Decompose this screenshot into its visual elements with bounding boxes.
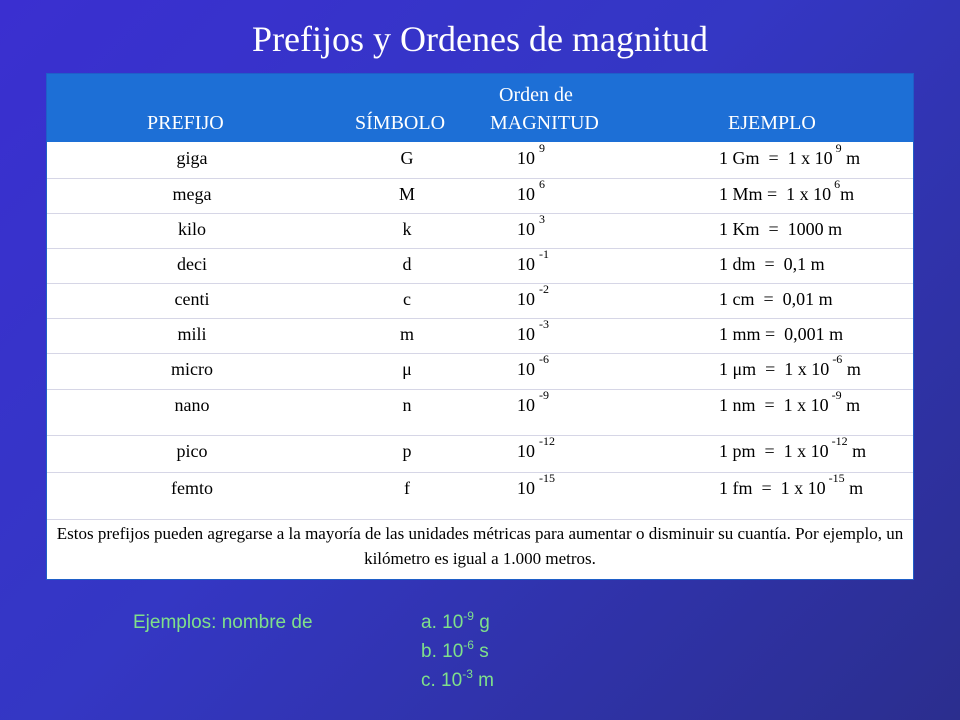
orden-base: 10 xyxy=(517,395,535,415)
orden-exponent: -3 xyxy=(539,317,549,331)
ejemplo-text: 1 fm = 1 x 10 xyxy=(719,478,826,498)
ejemplo-exponent: -15 xyxy=(828,471,845,485)
cell-orden xyxy=(517,177,545,205)
orden-exponent: 6 xyxy=(539,177,545,191)
orden-exponent: -6 xyxy=(539,352,549,366)
cell-simbolo: f xyxy=(404,478,410,498)
cell-ejemplo xyxy=(719,434,867,462)
example-exponent: -9 xyxy=(463,609,474,623)
cell-ejemplo xyxy=(719,324,843,345)
orden-exponent: -2 xyxy=(539,282,549,296)
ejemplo-text: 1 cm = 0,01 m xyxy=(719,289,833,309)
example-item xyxy=(421,609,490,634)
table-header xyxy=(47,74,913,142)
cell-prefijo: micro xyxy=(171,359,213,379)
example-unit: m xyxy=(472,670,494,691)
cell-orden xyxy=(517,212,545,240)
header-orden-line2: MAGNITUD xyxy=(490,112,599,134)
table-row xyxy=(47,283,913,319)
cell-prefijo: kilo xyxy=(177,219,206,239)
cell-simbolo: G xyxy=(400,148,414,168)
example-base: a. 10 xyxy=(421,612,464,633)
ejemplo-text: 1 Gm = 1 x 10 xyxy=(719,148,833,168)
table-row xyxy=(47,318,913,354)
cell-simbolo: μ xyxy=(402,359,412,379)
cell-prefijo: femto xyxy=(171,478,213,498)
cell-orden xyxy=(517,434,555,462)
ejemplo-unit: m xyxy=(847,441,867,461)
orden-base: 10 xyxy=(517,254,535,274)
cell-simbolo: d xyxy=(402,254,412,274)
ejemplo-text: 1 pm = 1 x 10 xyxy=(719,441,829,461)
cell-simbolo: M xyxy=(398,184,415,204)
orden-base: 10 xyxy=(517,441,535,461)
header-simbolo: SÍMBOLO xyxy=(355,112,446,134)
cell-simbolo: n xyxy=(402,395,412,415)
header-orden-line1: Orden de xyxy=(499,84,573,106)
orden-exponent: 9 xyxy=(539,141,545,155)
orden-exponent: 3 xyxy=(539,212,545,226)
ejemplo-unit: m xyxy=(842,359,861,379)
ejemplo-exponent: 6 xyxy=(834,177,841,191)
cell-ejemplo xyxy=(719,254,825,275)
cell-prefijo: pico xyxy=(176,441,208,461)
header-ejemplo: EJEMPLO xyxy=(728,112,816,134)
ejemplo-exponent: -9 xyxy=(831,388,842,402)
cell-simbolo: p xyxy=(402,441,412,461)
orden-base: 10 xyxy=(517,184,535,204)
page-title: Prefijos y Ordenes de magnitud xyxy=(252,19,708,59)
cell-ejemplo xyxy=(719,177,855,205)
example-exponent: -6 xyxy=(463,638,474,652)
cell-orden xyxy=(517,352,549,380)
orden-base: 10 xyxy=(517,478,535,498)
cell-ejemplo xyxy=(719,289,833,310)
cell-orden xyxy=(517,282,549,310)
table-row xyxy=(47,435,913,473)
cell-prefijo: mili xyxy=(177,324,207,344)
orden-base: 10 xyxy=(517,289,535,309)
table-row xyxy=(47,353,913,390)
ejemplo-text: 1 nm = 1 x 10 xyxy=(719,395,829,415)
ejemplo-unit: m xyxy=(841,148,861,168)
cell-orden xyxy=(517,141,545,169)
cell-simbolo: m xyxy=(399,324,414,344)
orden-base: 10 xyxy=(517,359,535,379)
ejemplo-text: 1 μm = 1 x 10 xyxy=(719,359,830,379)
example-exponent: -3 xyxy=(462,667,473,681)
table-row xyxy=(47,142,913,179)
table-row xyxy=(47,178,913,214)
ejemplo-text: 1 Km = 1000 m xyxy=(719,219,843,239)
cell-prefijo: centi xyxy=(174,289,210,309)
cell-orden xyxy=(517,317,549,345)
ejemplo-unit: m xyxy=(840,184,855,204)
ejemplo-exponent: 9 xyxy=(835,141,842,155)
orden-exponent: -15 xyxy=(539,471,555,485)
orden-base: 10 xyxy=(517,219,535,239)
table-note: Estos prefijos pueden agregarse a la mayoría de las unidades métricas para aumentar o disminuir su cuantía. Por ejemplo, un kilómetro es igual a 1.000 metros. xyxy=(56,524,904,568)
cell-prefijo: nano xyxy=(174,395,210,415)
ejemplo-text: 1 Mm = 1 x 10 xyxy=(719,184,832,204)
example-base: b. 10 xyxy=(421,641,464,662)
cell-ejemplo xyxy=(719,141,861,169)
ejemplo-exponent: -12 xyxy=(831,434,848,448)
ejemplo-unit: m xyxy=(841,395,861,415)
ejemplo-unit: m xyxy=(844,478,864,498)
cell-ejemplo xyxy=(719,219,842,240)
cell-ejemplo xyxy=(719,388,861,416)
orden-base: 10 xyxy=(517,324,535,344)
orden-exponent: -12 xyxy=(539,434,555,448)
cell-simbolo: c xyxy=(403,289,411,309)
cell-orden xyxy=(517,471,555,499)
ejemplo-text: 1 mm = 0,001 m xyxy=(719,324,844,344)
example-unit: g xyxy=(473,612,490,633)
examples-label: Ejemplos: nombre de xyxy=(133,612,313,633)
table-row xyxy=(47,389,913,436)
example-item xyxy=(421,638,489,663)
cell-simbolo: k xyxy=(402,219,412,239)
ejemplo-exponent: -6 xyxy=(832,352,843,366)
header-prefijo: PREFIJO xyxy=(147,112,224,134)
example-unit: s xyxy=(473,641,489,662)
cell-orden xyxy=(517,388,549,416)
cell-ejemplo xyxy=(719,471,864,499)
orden-base: 10 xyxy=(517,148,535,168)
cell-prefijo: giga xyxy=(176,148,208,168)
orden-exponent: -9 xyxy=(539,388,549,402)
cell-prefijo: deci xyxy=(177,254,207,274)
prefix-table xyxy=(46,73,914,580)
ejemplo-text: 1 dm = 0,1 m xyxy=(719,254,825,274)
table-row xyxy=(47,213,913,249)
example-base: c. 10 xyxy=(421,670,463,691)
table-row xyxy=(47,248,913,284)
example-item xyxy=(421,667,494,692)
orden-exponent: -1 xyxy=(539,247,549,261)
cell-orden xyxy=(517,247,549,275)
cell-prefijo: mega xyxy=(172,184,212,204)
table-row xyxy=(47,472,913,520)
cell-ejemplo xyxy=(719,352,861,380)
